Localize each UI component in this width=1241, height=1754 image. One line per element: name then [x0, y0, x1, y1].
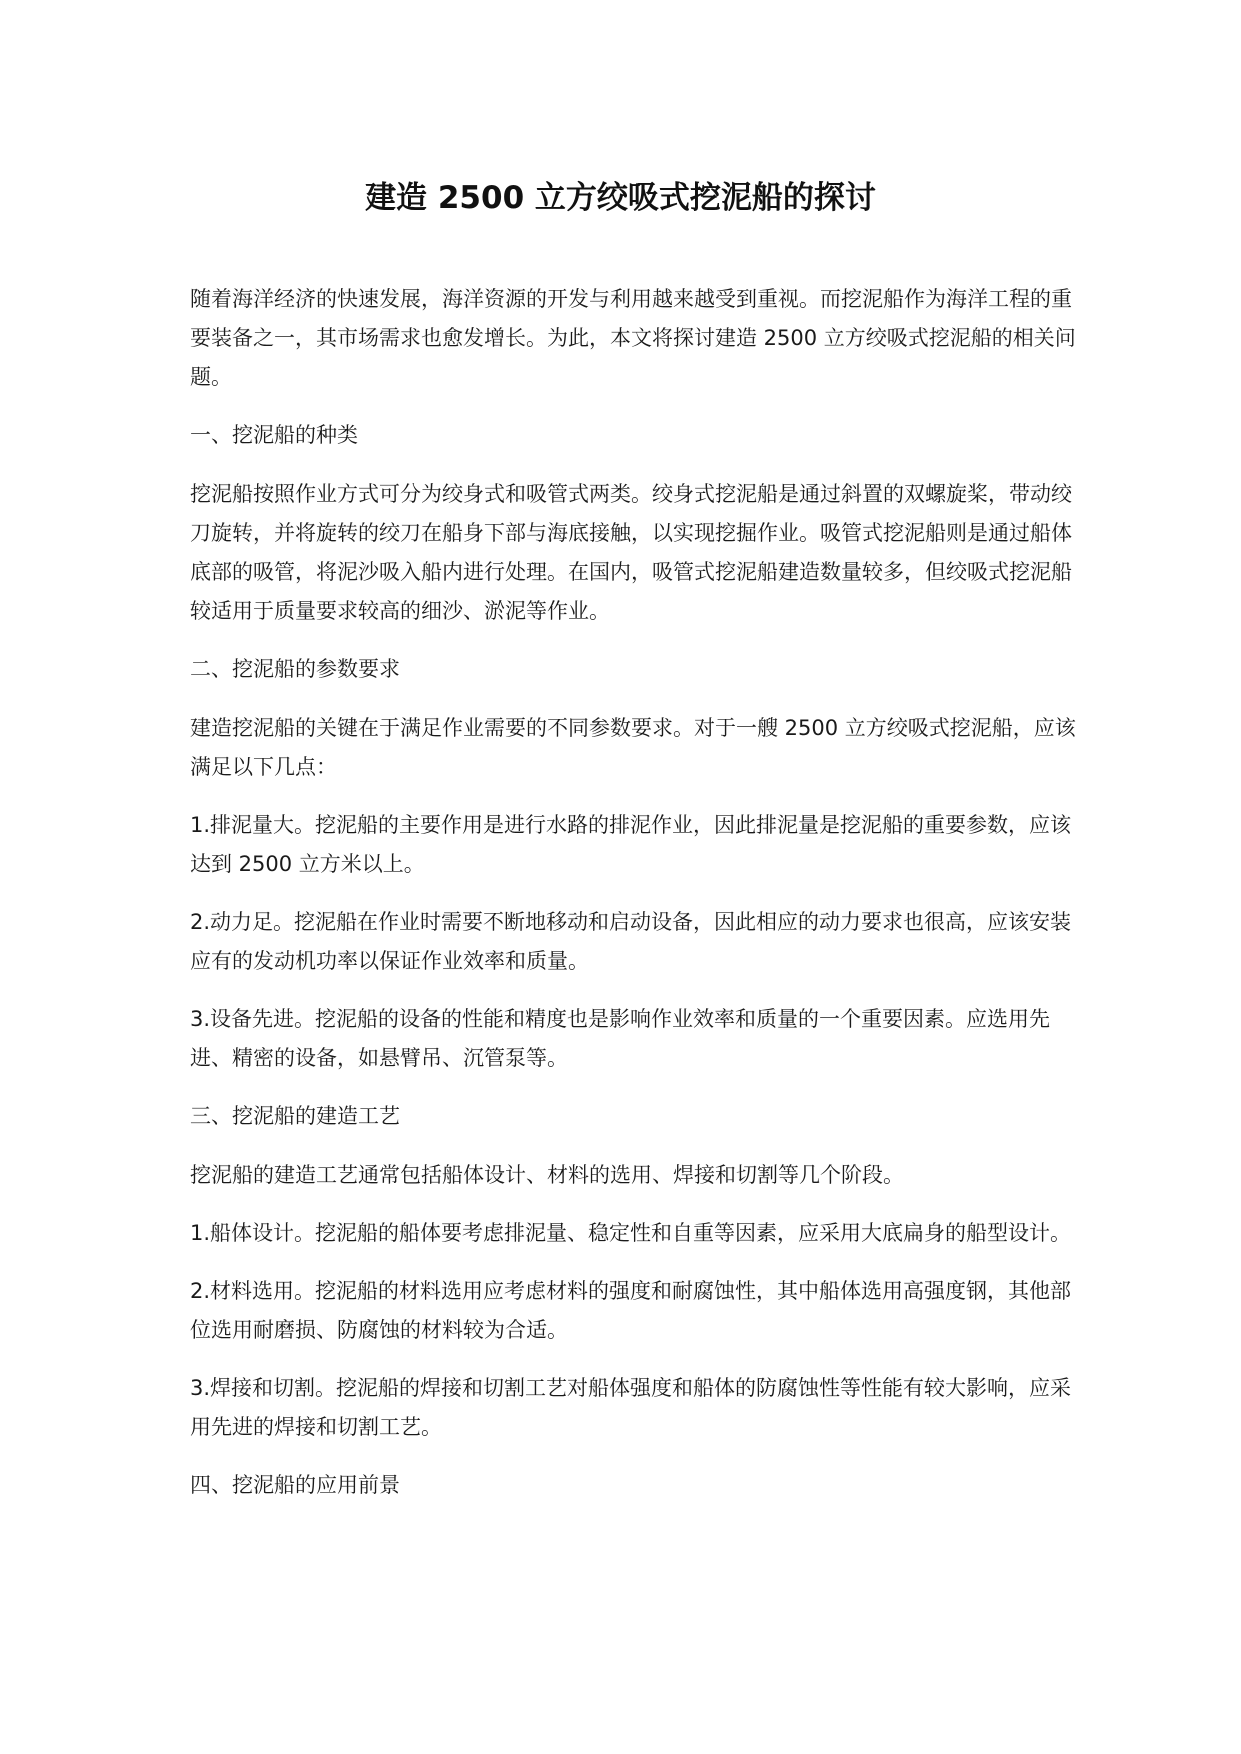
parameters-intro-paragraph: 建造挖泥船的关键在于满足作业需要的不同参数要求。对于一艘 2500 立方绞吸式挖泥船，应该满足以下几点： [190, 716, 1076, 779]
section-heading-parameters: 二、挖泥船的参数要求 [190, 657, 400, 681]
parameter-item-equipment: 3.设备先进。挖泥船的设备的性能和精度也是影响作业效率和质量的一个重要因素。应选用先进、精密的设备，如悬臂吊、沉管泵等。 [190, 1007, 1051, 1070]
document-body [190, 280, 1080, 1525]
section-heading-types: 一、挖泥船的种类 [190, 423, 358, 447]
process-item-materials: 2.材料选用。挖泥船的材料选用应考虑材料的强度和耐腐蚀性，其中船体选用高强度钢，其他部位选用耐磨损、防腐蚀的材料较为合适。 [190, 1279, 1072, 1342]
parameter-item-discharge: 1.排泥量大。挖泥船的主要作用是进行水路的排泥作业，因此排泥量是挖泥船的重要参数，应该达到 2500 立方米以上。 [190, 813, 1072, 876]
document-title: 建造 2500 立方绞吸式挖泥船的探讨 [365, 180, 876, 216]
section-heading-prospects: 四、挖泥船的应用前景 [190, 1473, 400, 1497]
parameter-item-power: 2.动力足。挖泥船在作业时需要不断地移动和启动设备，因此相应的动力要求也很高，应该安装应有的发动机功率以保证作业效率和质量。 [190, 910, 1072, 973]
intro-paragraph: 随着海洋经济的快速发展，海洋资源的开发与利用越来越受到重视。而挖泥船作为海洋工程的重要装备之一，其市场需求也愈发增长。为此，本文将探讨建造 2500 立方绞吸式挖泥船的相关问题。 [190, 287, 1076, 389]
types-paragraph: 挖泥船按照作业方式可分为绞身式和吸管式两类。绞身式挖泥船是通过斜置的双螺旋桨，带动绞刀旋转，并将旋转的绞刀在船身下部与海底接触，以实现挖掘作业。吸管式挖泥船则是通过船体底部的吸管，将泥沙吸入船内进行处理。在国内，吸管式挖泥船建造数量较多，但绞吸式挖泥船较适用于质量要求较高的细沙、淤泥等作业。 [190, 482, 1072, 623]
process-intro-paragraph: 挖泥船的建造工艺通常包括船体设计、材料的选用、焊接和切割等几个阶段。 [190, 1163, 904, 1187]
process-item-hull-design: 1.船体设计。挖泥船的船体要考虑排泥量、稳定性和自重等因素，应采用大底扁身的船型设计。 [190, 1221, 1072, 1245]
process-item-welding: 3.焊接和切割。挖泥船的焊接和切割工艺对船体强度和船体的防腐蚀性等性能有较大影响，应采用先进的焊接和切割工艺。 [190, 1376, 1072, 1439]
section-heading-process: 三、挖泥船的建造工艺 [190, 1104, 400, 1128]
